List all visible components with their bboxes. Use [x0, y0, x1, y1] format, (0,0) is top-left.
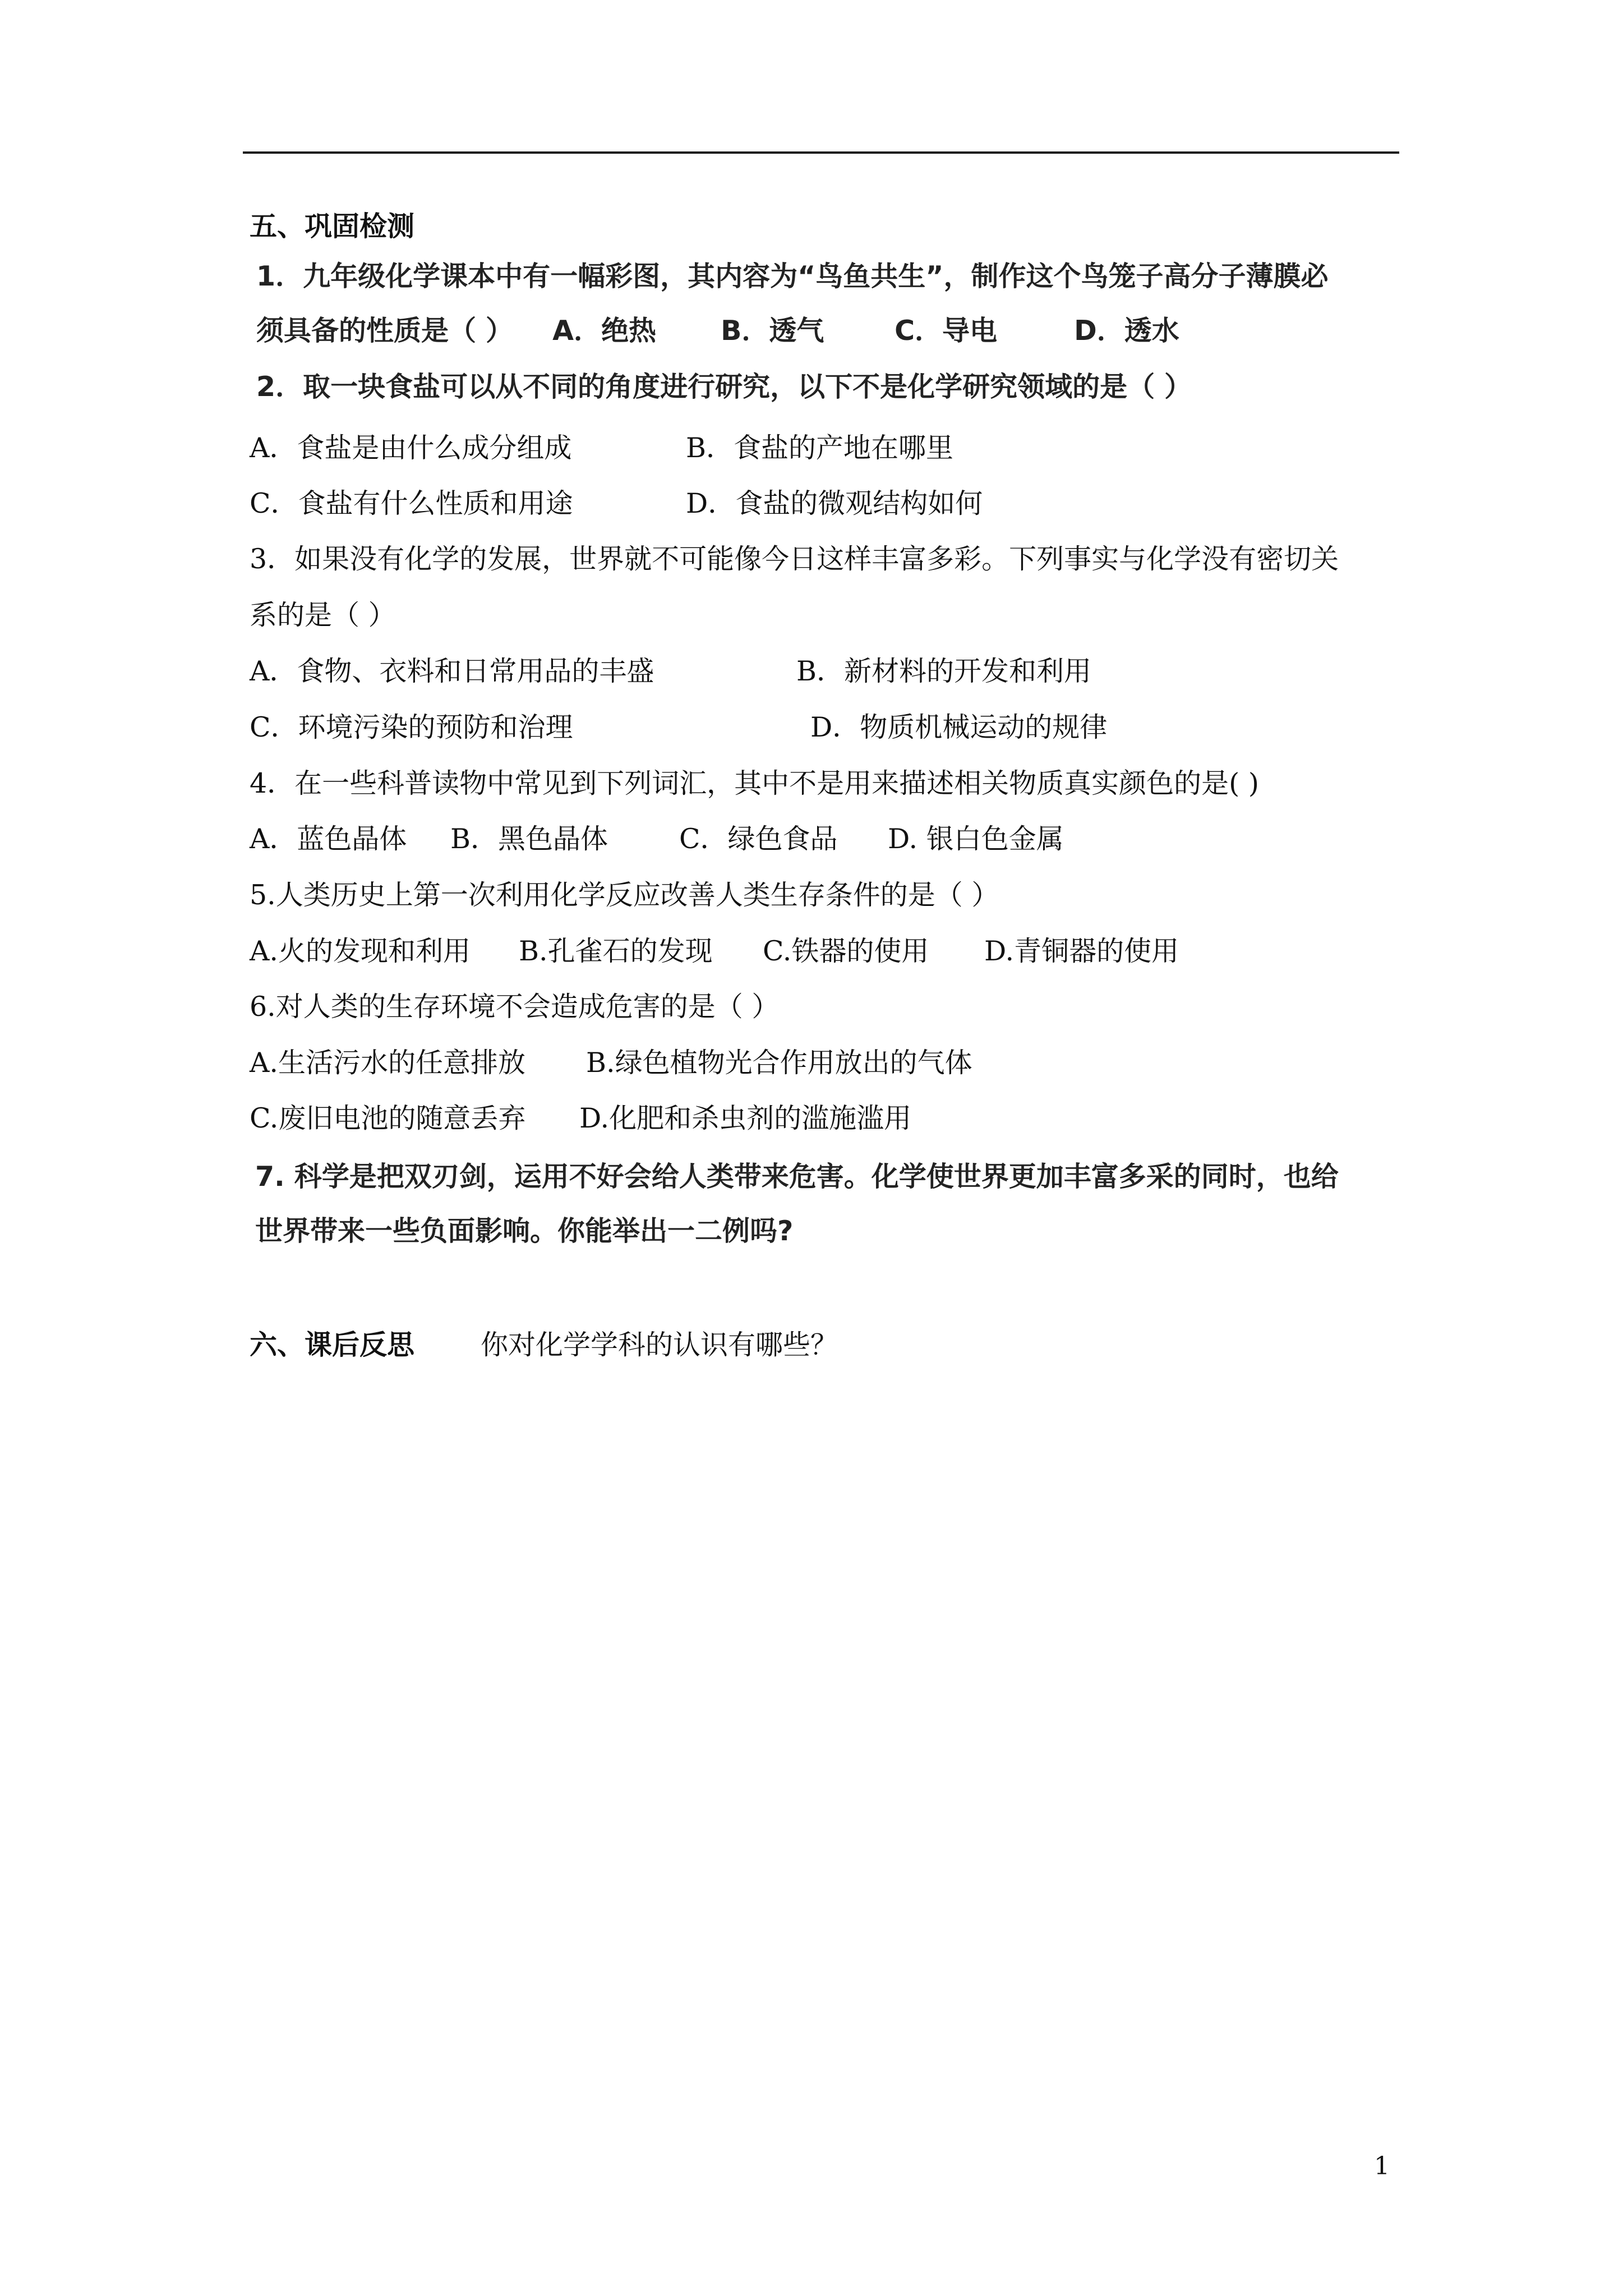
question-3-options-row-2	[250, 708, 1107, 747]
question-3-option-b: B．新材料的开发和利用	[796, 655, 1092, 687]
question-3-option-a: A．食物、衣料和日常用品的丰盛	[250, 655, 654, 687]
question-6-option-b: B.绿色植物光合作用放出的气体	[586, 1047, 972, 1079]
question-1-option-c: C．导电	[895, 315, 998, 347]
question-5-option-b: B.孔雀石的发现	[519, 935, 713, 967]
section-5-title: 五、巩固检测	[250, 210, 415, 242]
question-6-option-a: A.生活污水的任意排放	[250, 1047, 525, 1079]
question-3-options-row-1	[250, 652, 1091, 691]
question-5-option-d: D.青铜器的使用	[984, 935, 1179, 967]
question-5-option-a: A.火的发现和利用	[250, 935, 471, 967]
question-4-option-c: C．绿色食品	[679, 823, 838, 855]
question-7-line-1: 7. 科学是把双刃剑，运用不好会给人类带来危害。化学使世界更加丰富多采的同时，也给	[255, 1161, 1339, 1193]
header-rule	[243, 151, 1399, 154]
page-number: 1	[1374, 2152, 1390, 2180]
question-2-option-c: C．食盐有什么性质和用途	[250, 487, 573, 519]
question-3-option-c: C．环境污染的预防和治理	[250, 711, 573, 743]
question-6-option-d: D.化肥和杀虫剂的滥施滥用	[579, 1102, 912, 1134]
question-3-line-2: 系的是（ ）	[250, 599, 396, 631]
question-5-options	[250, 932, 1179, 971]
question-1-stem: 须具备的性质是（ ）	[256, 315, 514, 347]
section-6-prompt: 你对化学学科的认识有哪些？	[481, 1329, 838, 1361]
question-4-option-b: B．黑色晶体	[450, 823, 608, 855]
question-2-stem: 2．取一块食盐可以从不同的角度进行研究，以下不是化学研究领域的是（ ）	[256, 371, 1192, 403]
question-5-stem: 5.人类历史上第一次利用化学反应改善人类生存条件的是（ ）	[250, 879, 999, 911]
question-2-options-row-1	[250, 429, 953, 468]
question-6-options-row-1	[250, 1043, 972, 1083]
question-3-option-d: D．物质机械运动的规律	[810, 711, 1108, 743]
question-1-option-b: B．透气	[721, 315, 824, 347]
question-2-option-a: A．食盐是由什么成分组成	[250, 432, 572, 464]
question-1-option-a: A．绝热	[552, 315, 656, 347]
question-4-option-a: A．蓝色晶体	[250, 823, 407, 855]
question-4-options	[250, 820, 1064, 859]
question-2-option-b: B．食盐的产地在哪里	[686, 432, 954, 464]
question-4-option-d: D. 银白色金属	[888, 823, 1064, 855]
question-6-option-c: C.废旧电池的随意丢弃	[250, 1102, 526, 1134]
question-1-line-2	[256, 311, 1179, 351]
question-2-options-row-2	[250, 484, 983, 523]
question-4-stem: 4．在一些科普读物中常见到下列词汇，其中不是用来描述相关物质真实颜色的是( )	[250, 767, 1259, 799]
question-6-options-row-2	[250, 1099, 911, 1138]
section-6-row	[250, 1325, 838, 1365]
question-1-option-d: D．透水	[1074, 315, 1179, 347]
question-3-line-1: 3．如果没有化学的发展，世界就不可能像今日这样丰富多彩。下列事实与化学没有密切关	[250, 543, 1339, 575]
question-7-line-2: 世界带来一些负面影响。你能举出一二例吗?	[255, 1215, 794, 1247]
question-2-option-d: D．食盐的微观结构如何	[686, 487, 983, 519]
section-6-title: 六、课后反思	[250, 1328, 415, 1361]
question-1-line-1: 1．九年级化学课本中有一幅彩图，其内容为“鸟鱼共生”，制作这个鸟笼子高分子薄膜必	[256, 260, 1329, 292]
question-5-option-c: C.铁器的使用	[763, 935, 929, 967]
question-6-stem: 6.对人类的生存环境不会造成危害的是（ ）	[250, 991, 780, 1023]
